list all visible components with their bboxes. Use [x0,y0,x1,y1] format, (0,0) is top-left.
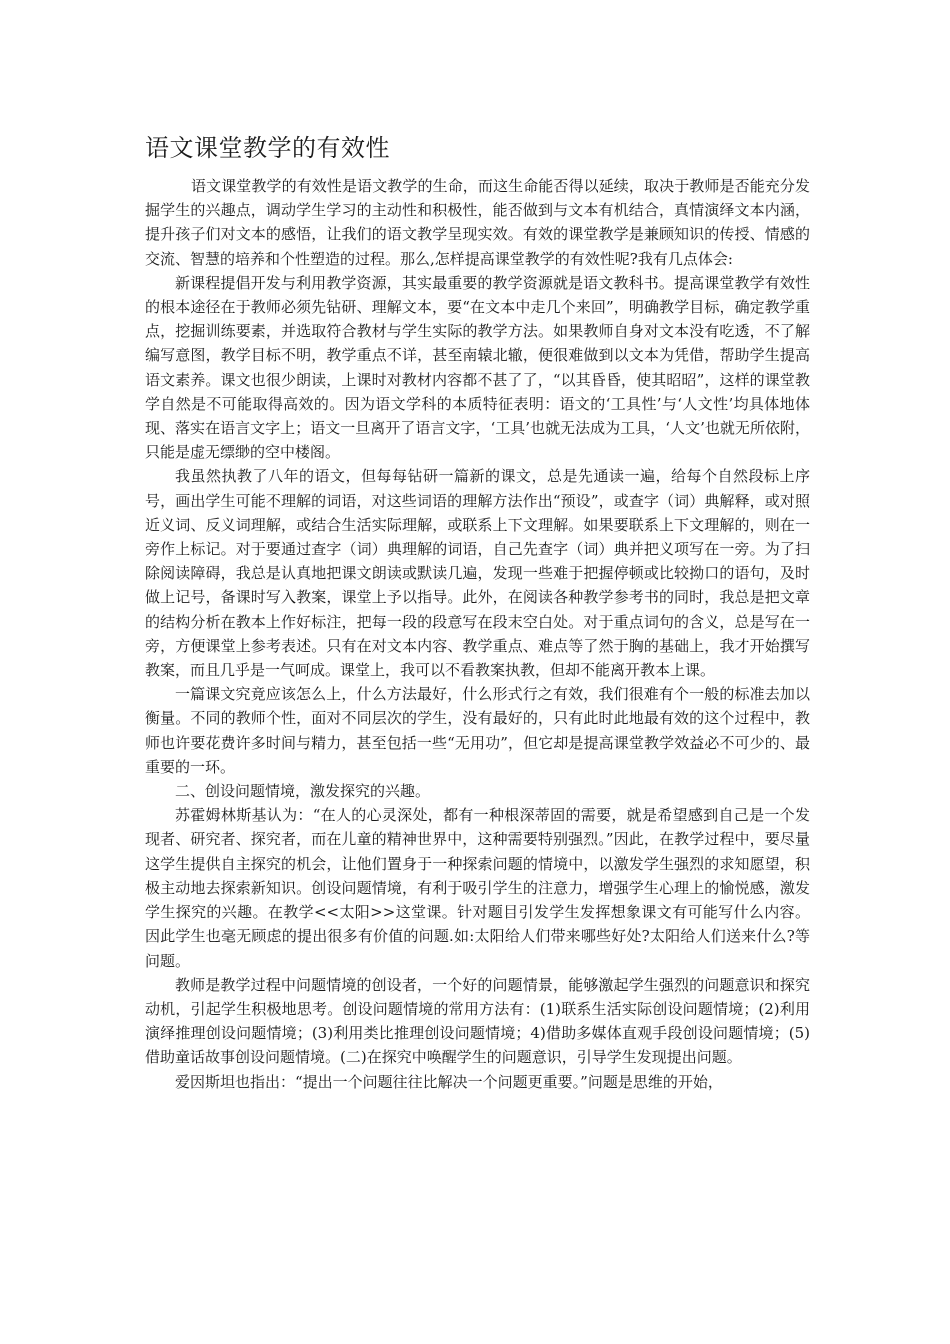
document-title: 语文课堂教学的有效性 [145,134,390,162]
paragraph: 一篇课文究竟应该怎么上，什么方法最好，什么形式行之有效，我们很难有个一般的标准去加以衡量。不同的教师个性，面对不同层次的学生，没有最好的，只有此时此地最有效的这个过程中，教师也许要花费许多时间与精力，甚至包括一些“无用功”，但它却是提高课堂教学效益必不可少的、最重要的一环。 [145,685,810,776]
document-page [145,128,810,1094]
paragraph-intro: 语文课堂教学的有效性是语文教学的生命，而这生命能否得以延续，取决于教师是否能充分发掘学生的兴趣点，调动学生学习的主动性和积极性，能否做到与文本有机结合，真情演绎文本内涵，提升孩子们对文本的感悟，让我们的语文教学呈现实效。有效的课堂教学是兼顾知识的传授、情感的交流、智慧的培养和个性塑造的过程。那么,怎样提高课堂教学的有效性呢?我有几点体会: [145,177,810,268]
paragraph: 苏霍姆林斯基认为：“在人的心灵深处，都有一种根深蒂固的需要，就是希望感到自己是一个发现者、研究者、探究者，而在儿童的精神世界中，这种需要特别强烈。”因此，在教学过程中，要尽量这学生提供自主探究的机会，让他们置身于一种探索问题的情境中，以激发学生强烈的求知愿望，积极主动地去探索新知识。创设问题情境，有利于吸引学生的注意力，增强学生心理上的愉悦感，激发学生探究的兴趣。在教学<<太阳>>这堂课。针对题目引发学生发挥想象课文有可能写什么内容。因此学生也毫无顾虑的提出很多有价值的问题.如:太阳给人们带来哪些好处?太阳给人们送来什么?等问题。 [145,806,810,970]
paragraph: 我虽然执教了八年的语文，但每每钻研一篇新的课文，总是先通读一遍，给每个自然段标上序号，画出学生可能不理解的词语，对这些词语的理解方法作出“预设”，或查字（词）典解释，或对照近义词、反义词理解，或结合生活实际理解，或联系上下文理解。如果要联系上下文理解的，则在一旁作上标记。对于要通过查字（词）典理解的词语，自己先查字（词）典并把义项写在一旁。为了扫除阅读障碍，我总是认真地把课文朗读或默读几遍，发现一些难于把握停顿或比较拗口的语句，及时做上记号，备课时写入教案，课堂上予以指导。此外，在阅读各种教学参考书的同时，我总是把文章的结构分析在教本上作好标注，把每一段的段意写在段末空白处。对于重点词句的含义，总是写在一旁，方便课堂上参考表述。只有在对文本内容、教学重点、难点等了然于胸的基础上，我才开始撰写教案，而且几乎是一气呵成。课堂上，我可以不看教案执教，但却不能离开教本上课。 [145,467,810,680]
section-heading: 二、创设问题情境，激发探究的兴趣。 [175,782,431,801]
paragraph: 爱因斯坦也指出：“提出一个问题往往比解决一个问题更重要。”问题是思维的开始， [175,1072,723,1091]
paragraph: 教师是教学过程中问题情境的创设者，一个好的问题情景，能够激起学生强烈的问题意识和探究动机，引起学生积极地思考。创设问题情境的常用方法有：(1)联系生活实际创设问题情境；(2)利用演绎推理创设问题情境；(3)利用类比推理创设问题情境；4)借助多媒体直观手段创设问题情境；(5)借助童话故事创设问题情境。(二)在探究中唤醒学生的问题意识，引导学生发现提出问题。 [145,975,810,1067]
paragraph: 新课程提倡开发与利用教学资源，其实最重要的教学资源就是语文教科书。提高课堂教学有效性的根本途径在于教师必须先钻研、理解文本，要“在文本中走几个来回”，明确教学目标，确定教学重点，挖掘训练要素，并选取符合教材与学生实际的教学方法。如果教师自身对文本没有吃透，不了解编写意图，教学目标不明，教学重点不详，甚至南辕北辙，便很难做到以文本为凭借，帮助学生提高语文素养。课文也很少朗读，上课时对教材内容都不甚了了，“以其昏昏，使其昭昭”，这样的课堂教学自然是不可能取得高效的。因为语文学科的本质特征表明：语文的‘工具性’与‘人文性’均具体地体现、落实在语言文字上；语文一旦离开了语言文字，‘工具’也就无法成为工具，‘人文’也就无所依附，只能是虚无缥缈的空中楼阁。 [145,273,810,462]
